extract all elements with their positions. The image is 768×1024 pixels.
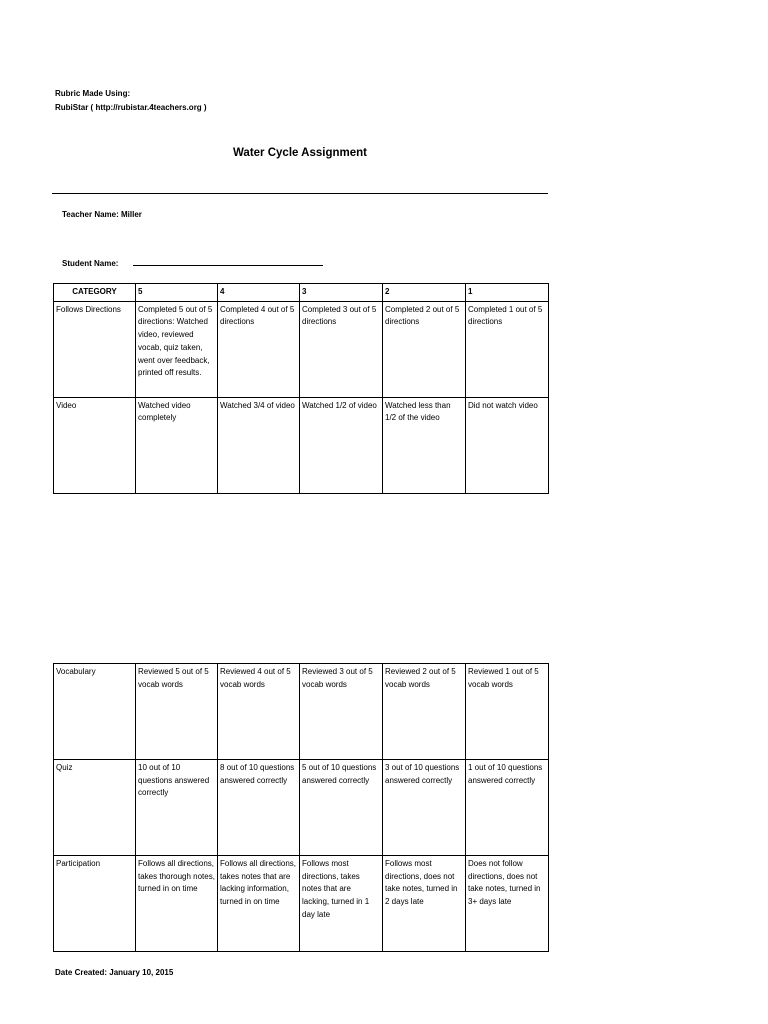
table-cell: Completed 4 out of 5 directions [218, 301, 300, 397]
student-name-label: Student Name: [62, 259, 119, 268]
table-cell: Does not follow directions, does not take notes, turned in 3+ days late [466, 856, 549, 952]
table-cell: Watched 3/4 of video [218, 397, 300, 493]
table-cell: Reviewed 4 out of 5 vocab words [218, 664, 300, 760]
teacher-name-label: Teacher Name: [62, 210, 119, 219]
row-category: Vocabulary [54, 664, 136, 760]
table-row [54, 760, 549, 856]
student-name-blank [133, 257, 323, 266]
header-score-2: 2 [383, 284, 466, 302]
table-cell: Watched less than 1/2 of the video [383, 397, 466, 493]
row-category: Video [54, 397, 136, 493]
row-category: Participation [54, 856, 136, 952]
rubric-header-row [54, 284, 549, 302]
rubric-made-using: Rubric Made Using: [55, 89, 131, 98]
table-cell: Completed 3 out of 5 directions [300, 301, 383, 397]
table-cell: Completed 2 out of 5 directions [383, 301, 466, 397]
table-cell: Follows all directions, takes notes that are lacking information, turned in on time [218, 856, 300, 952]
rubistar-credit: RubiStar ( http://rubistar.4teachers.org ) [55, 103, 207, 112]
title-divider [52, 193, 548, 194]
date-created: Date Created: January 10, 2015 [55, 968, 174, 977]
table-cell: Reviewed 5 out of 5 vocab words [136, 664, 218, 760]
table-cell: 3 out of 10 questions answered correctly [383, 760, 466, 856]
table-cell: Follows most directions, does not take notes, turned in 2 days late [383, 856, 466, 952]
table-row [54, 664, 549, 760]
row-category: Follows Directions [54, 301, 136, 397]
table-row [54, 397, 549, 493]
teacher-name-line [62, 210, 142, 219]
rubric-table-page-2 [53, 663, 549, 952]
table-cell: Watched video completely [136, 397, 218, 493]
table-cell: 8 out of 10 questions answered correctly [218, 760, 300, 856]
row-category: Quiz [54, 760, 136, 856]
teacher-name-value: Miller [121, 210, 142, 219]
table-cell: Completed 5 out of 5 directions: Watched video, reviewed vocab, quiz taken, went over feedback, printed off results. [136, 301, 218, 397]
table-row [54, 856, 549, 952]
table-cell: 10 out of 10 questions answered correctly [136, 760, 218, 856]
table-cell: Reviewed 1 out of 5 vocab words [466, 664, 549, 760]
table-cell: Completed 1 out of 5 directions [466, 301, 549, 397]
table-cell: Did not watch video [466, 397, 549, 493]
rubric-table-page-1 [53, 283, 549, 494]
header-score-1: 1 [466, 284, 549, 302]
table-cell: Follows most directions, takes notes that are lacking, turned in 1 day late [300, 856, 383, 952]
table-row [54, 301, 549, 397]
table-cell: Follows all directions, takes thorough notes, turned in on time [136, 856, 218, 952]
student-name-line [62, 257, 323, 268]
table-cell: Reviewed 3 out of 5 vocab words [300, 664, 383, 760]
table-cell: 5 out of 10 questions answered correctly [300, 760, 383, 856]
table-cell: Watched 1/2 of video [300, 397, 383, 493]
page-title: Water Cycle Assignment [233, 147, 367, 159]
header-category: CATEGORY [54, 284, 136, 302]
table-cell: Reviewed 2 out of 5 vocab words [383, 664, 466, 760]
header-score-4: 4 [218, 284, 300, 302]
header-score-5: 5 [136, 284, 218, 302]
header-score-3: 3 [300, 284, 383, 302]
table-cell: 1 out of 10 questions answered correctly [466, 760, 549, 856]
